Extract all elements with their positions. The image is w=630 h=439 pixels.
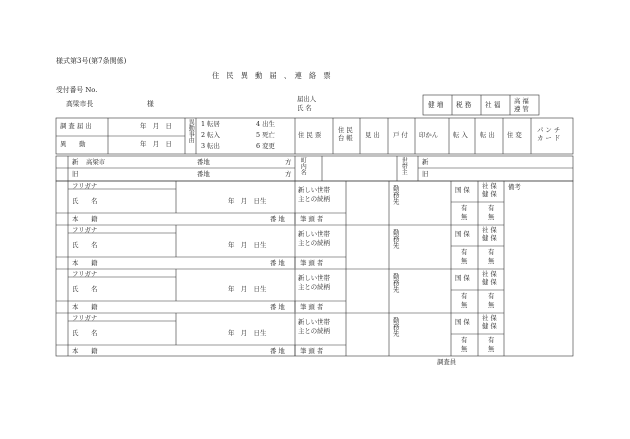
- furigana-label: フリガナ: [72, 226, 98, 234]
- reason-2: 2 転入: [201, 131, 220, 139]
- surveyor-label: 調査員: [437, 358, 457, 366]
- dept-punch-card: パ ン チ カ ー ド: [537, 126, 561, 143]
- honseki-label: 本 籍: [72, 347, 98, 355]
- relation-label: 新しい世帯 主との続柄: [298, 230, 330, 247]
- hittousha-label: 筆 頭 者: [300, 347, 324, 355]
- relation-label: 新しい世帯 主との続柄: [298, 186, 330, 203]
- banchi-label: 番 地: [270, 259, 285, 267]
- shaho-umu: 有 無: [488, 292, 495, 309]
- workplace-label: 勤務先: [391, 185, 400, 205]
- honseki-label: 本 籍: [72, 215, 98, 223]
- kokuho-umu: 有 無: [461, 248, 468, 265]
- dept-midashi: 見 出: [365, 131, 380, 139]
- birth-date-label: 年 月 日生: [228, 285, 267, 293]
- remarks-label: 備考: [508, 183, 521, 191]
- dept-kofu: 戸 付: [393, 131, 408, 139]
- applicant-label: 届出人: [297, 95, 317, 103]
- reason-6: 6 変更: [256, 142, 275, 150]
- birth-date-label: 年 月 日生: [228, 241, 267, 249]
- furigana-label: フリガナ: [72, 314, 98, 322]
- setainushi-label: 世帯主: [400, 157, 408, 175]
- kokuho-label: 国 保: [455, 230, 470, 238]
- shaho-label: 社 保 健 保: [482, 226, 497, 243]
- kokuho-label: 国 保: [455, 274, 470, 282]
- hittousha-label: 筆 頭 者: [300, 215, 324, 223]
- dept-kofuku: 高 福 遵 管: [514, 97, 529, 113]
- survey-date: 年 月 日: [140, 122, 172, 130]
- address-old-prefix: 旧: [72, 170, 79, 178]
- change-date: 年 月 日: [140, 140, 172, 148]
- dept-shafuku: 社 福: [485, 101, 501, 109]
- address-new-prefix: 新: [72, 158, 79, 166]
- name-label: 氏 名: [72, 329, 98, 337]
- dept-kenzo: 健 増: [428, 101, 444, 109]
- address-old-kata: 方: [285, 170, 292, 178]
- name-label: 氏 名: [72, 285, 98, 293]
- addressee-honorific: 様: [147, 100, 154, 108]
- relation-label: 新しい世帯 主との続柄: [298, 318, 330, 335]
- furigana-label: フリガナ: [72, 270, 98, 278]
- reason-5: 5 死亡: [256, 131, 275, 139]
- hittousha-label: 筆 頭 者: [300, 303, 324, 311]
- dept-tennyu: 転 入: [453, 131, 468, 139]
- applicant-name-label: 氏 名: [297, 104, 312, 112]
- dept-zeimu: 税 務: [456, 101, 472, 109]
- name-label: 氏 名: [72, 241, 98, 249]
- birth-date-label: 年 月 日生: [228, 197, 267, 205]
- shaho-label: 社 保 健 保: [482, 270, 497, 287]
- shaho-label: 社 保 健 保: [482, 182, 497, 199]
- setainushi-new: 新: [422, 158, 429, 166]
- receipt-number-label: 受付番号 No.: [56, 86, 98, 94]
- banchi-label: 番 地: [270, 303, 285, 311]
- relation-label: 新しい世帯 主との続柄: [298, 274, 330, 291]
- survey-label: 調 査 届 出: [60, 122, 92, 130]
- addressee: 高梁市長: [66, 100, 94, 108]
- furigana-label: フリガナ: [72, 182, 98, 190]
- address-new-banchi: 番地: [197, 158, 210, 166]
- dept-tenshutsu: 転 出: [480, 131, 495, 139]
- workplace-label: 勤務先: [391, 273, 400, 293]
- hittousha-label: 筆 頭 者: [300, 259, 324, 267]
- kokuho-label: 国 保: [455, 186, 470, 194]
- birth-date-label: 年 月 日生: [228, 329, 267, 337]
- honseki-label: 本 籍: [72, 303, 98, 311]
- dept-juhen: 住 変: [507, 131, 522, 139]
- shaho-umu: 有 無: [488, 248, 495, 265]
- shaho-umu: 有 無: [488, 204, 495, 221]
- change-label: 異 動: [60, 140, 86, 148]
- dept-jumin: 住 民 票: [298, 131, 322, 139]
- setainushi-old: 旧: [422, 170, 429, 178]
- address-new-city: 高梁市: [86, 158, 106, 166]
- shaho-umu: 有 無: [488, 336, 495, 353]
- banchi-label: 番 地: [270, 347, 285, 355]
- workplace-label: 勤務先: [391, 229, 400, 249]
- kokuho-umu: 有 無: [461, 204, 468, 221]
- workplace-label: 勤務先: [391, 317, 400, 337]
- reason-3: 3 転出: [201, 142, 220, 150]
- address-new-kata: 方: [285, 158, 292, 166]
- reason-4: 4 出生: [256, 120, 275, 128]
- shaho-label: 社 保 健 保: [482, 314, 497, 331]
- form-title: 住 民 異 動 届 、 連 絡 票: [212, 71, 331, 80]
- banchi-label: 番 地: [270, 215, 285, 223]
- name-label: 氏 名: [72, 197, 98, 205]
- address-old-banchi: 番地: [197, 170, 210, 178]
- dept-inkan: 印かん: [419, 131, 439, 139]
- kokuho-umu: 有 無: [461, 336, 468, 353]
- kokuho-umu: 有 無: [461, 292, 468, 309]
- machi-label: 町内名: [299, 157, 307, 175]
- dept-jumin-daicho: 住 民 台 帳: [338, 126, 353, 143]
- reason-1: 1 転居: [201, 120, 220, 128]
- form-number: 様式第3号(第7条関係): [56, 57, 127, 65]
- reason-label: 異動事由: [187, 119, 195, 143]
- kokuho-label: 国 保: [455, 318, 470, 326]
- honseki-label: 本 籍: [72, 259, 98, 267]
